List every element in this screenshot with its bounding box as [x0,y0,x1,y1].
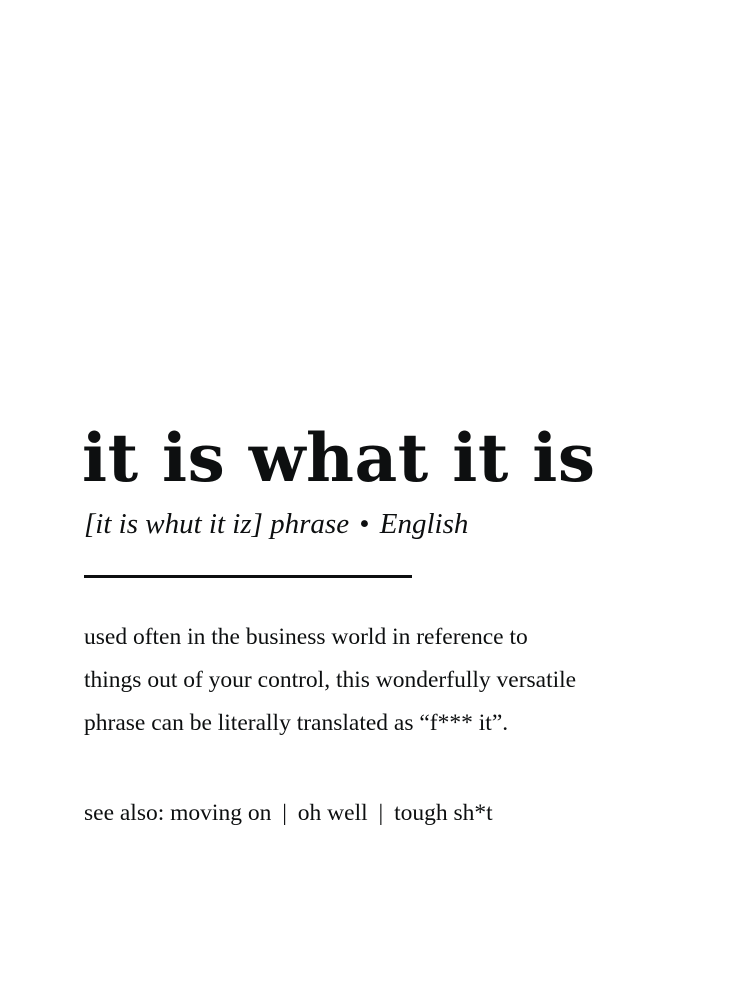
definition-text [84,616,668,744]
definition-line: things out of your control, this wonderfully versatile [84,667,577,694]
pipe-separator-icon: | [282,799,287,826]
see-also-item: oh well [297,799,368,826]
bullet-separator-icon: • [359,507,370,540]
divider [84,575,412,578]
definition-block [82,419,668,834]
part-of-speech-text: phrase [270,507,350,540]
language-text: English [379,507,469,540]
pronunciation-line [84,507,668,542]
see-also-item: tough sh*t [394,799,493,826]
see-also-line [84,792,668,835]
see-also-item: moving on [170,799,272,826]
see-also-label: see also: [84,799,165,826]
pronunciation-text: [it is whut it iz] [84,507,263,540]
definition-line: phrase can be literally translated as “f*** it”. [84,709,509,736]
page-title: it is what it is [82,419,596,497]
pipe-separator-icon: | [378,799,384,826]
definition-line: used often in the business world in reference to [84,624,528,651]
